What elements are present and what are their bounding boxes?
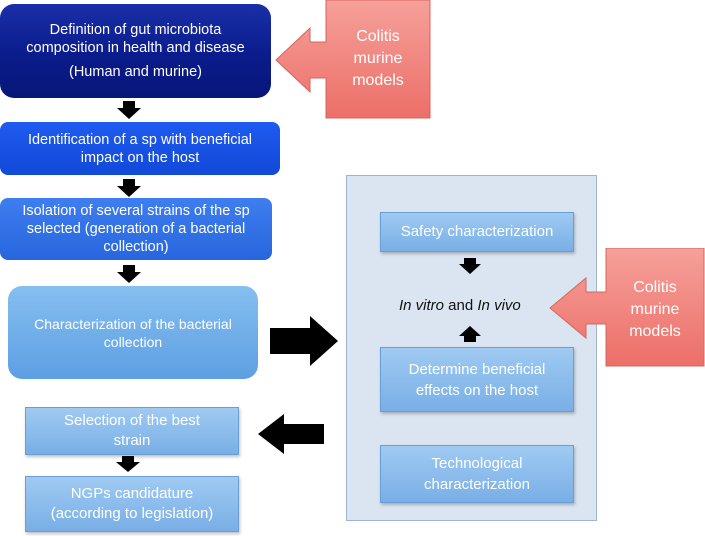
- down-arrow-2: [117, 179, 141, 197]
- callout-top-text: [326, 26, 430, 92]
- in-vitro-in-vivo-label: [399, 297, 521, 314]
- step-identification-line1: Identification of a sp with beneficial: [27, 131, 253, 148]
- technological-characterization-box: [380, 445, 574, 503]
- technological-line1: Technological: [431, 455, 523, 472]
- step-definition-line2: composition in health and disease: [26, 40, 245, 56]
- step-definition-box: [0, 4, 271, 98]
- callout-right-line3: models: [629, 323, 681, 340]
- callout-right-text: [606, 277, 704, 343]
- callout-right-line2: murine: [630, 301, 680, 318]
- step-definition-line3: (Human and murine): [69, 64, 202, 80]
- technological-line2: characterization: [424, 476, 530, 493]
- up-arrow-panel: [459, 326, 481, 342]
- callout-right-line1: Colitis: [633, 279, 677, 296]
- step-selection-box: [25, 407, 239, 455]
- step-selection-line1: Selection of the best: [64, 412, 200, 429]
- left-arrow-big: [258, 414, 324, 454]
- step-characterization-box: [8, 286, 258, 379]
- callout-top-line2: murine: [353, 50, 403, 67]
- safety-characterization-label: Safety characterization: [400, 223, 554, 240]
- step-isolation-box: [0, 198, 272, 260]
- step-definition-line1: Definition of gut microbiota: [49, 22, 222, 38]
- callout-top-line3: models: [352, 72, 404, 89]
- down-arrow-3: [117, 265, 141, 283]
- step-isolation-line1: Isolation of several strains of the sp: [22, 203, 250, 219]
- step-ngps-line2: (according to legislation): [50, 505, 214, 522]
- step-characterization-line1: Characterization of the bacterial: [34, 315, 232, 332]
- in-vitro-text: In vitro: [399, 297, 445, 314]
- step-isolation-line2: selected (generation of a bacterial: [26, 221, 246, 237]
- beneficial-effects-line1: Determine beneficial: [408, 360, 546, 378]
- down-arrow-panel: [459, 258, 481, 274]
- callout-top-line1: Colitis: [356, 28, 400, 45]
- step-ngps-line1: NGPs candidature: [70, 485, 194, 502]
- beneficial-effects-line2: effects on the host: [415, 381, 539, 399]
- step-isolation-line3: collection): [103, 239, 169, 255]
- safety-characterization-box: [380, 212, 574, 252]
- step-selection-line2: strain: [113, 432, 151, 449]
- step-identification-box: [0, 122, 280, 175]
- down-arrow-4: [116, 456, 140, 472]
- down-arrow-1: [117, 101, 141, 119]
- and-text: and: [444, 297, 478, 314]
- step-identification-line2: impact on the host: [80, 149, 200, 166]
- in-vivo-text: In vivo: [477, 297, 521, 314]
- step-ngps-box: [25, 476, 239, 532]
- beneficial-effects-box: [380, 347, 574, 412]
- right-arrow-big: [270, 316, 338, 366]
- step-characterization-line2: collection: [103, 333, 163, 350]
